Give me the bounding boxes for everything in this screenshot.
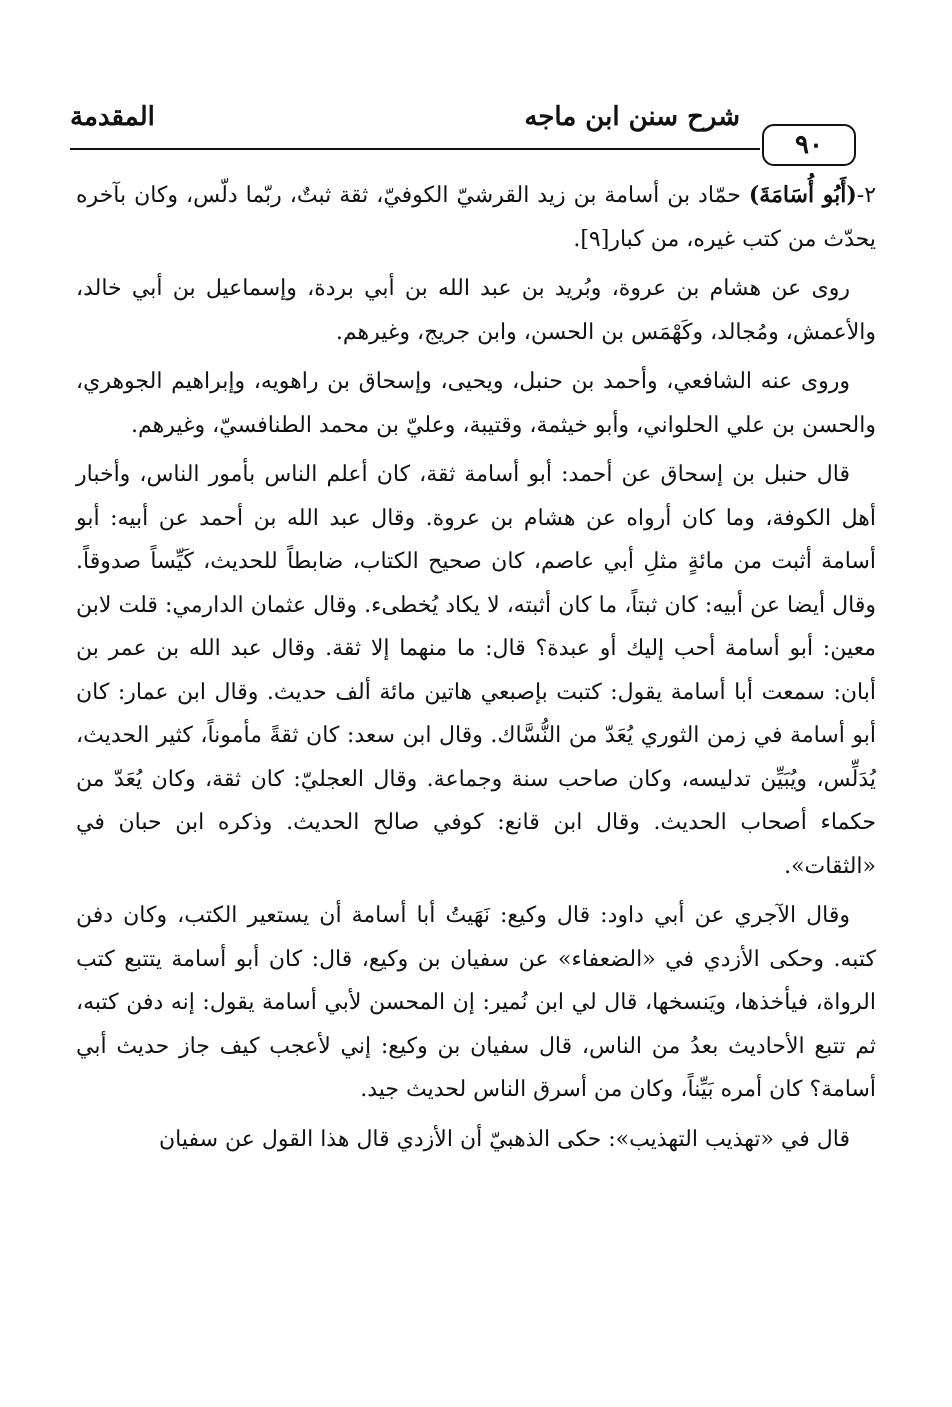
narrated-from-paragraph: روى عن هشام بن عروة، وبُريد بن عبد الله بن أبي بردة، وإسماعيل بن أبي خالد، والأعمش، ومُجالد، وكَهْمَس بن الحسن، وابن جريج، وغيرهم. [76,276,876,345]
entry-paragraph [76,174,876,261]
page-number-box [762,124,856,166]
tahdhib-paragraph: قال في «تهذيب التهذيب»: حكى الذهبيّ أن الأزدي قال هذا القول عن سفيان [158,1126,850,1152]
header-rule [70,148,760,150]
page-number: ٩٠ [795,130,823,160]
entry-text: حمّاد بن أسامة بن زيد القرشيّ الكوفيّ، ثقة ثبتٌ، ربّما دلّس، وكان بآخره يحدّث من كتب غيره، من كبار[٩]. [76,183,876,252]
scholar-opinions-paragraph: قال حنبل بن إسحاق عن أحمد: أبو أسامة ثقة، كان أعلم الناس بأمور الناس، وأخبار أهل الكوفة، وما كان أرواه عن هشام بن عروة. وقال عبد الله بن أحمد عن أبيه: أبو أسامة أثبت من مائةٍ مثلِ أبي عاصم، كان صحيح الكتاب، ضابطاً للحديث، كَيِّساً صدوقاً. وقال أيضا عن أبيه: كان ثبتاً، ما كان أثبته، لا يكاد يُخطىء. وقال عثمان الدارمي: قلت لابن معين: أبو أسامة أحب إليك أو عبدة؟ قال: ما منهما إلا ثقة. وقال عبد الله بن عمر بن أبان: سمعت أبا أسامة يقول: كتبت بإصبعي هاتين مائة ألف حديث. وقال ابن عمار: كان أبو أسامة في زمن الثوري يُعَدّ من النُّسَّاك. وقال ابن سعد: كان ثقةً مأموناً، كثير الحديث، يُدَلِّس، ويُبَيِّن تدليسه، وكان صاحب سنة وجماعة. وقال العجليّ: كان ثقة، وكان يُعَدّ من حكماء أصحاب الحديث. وقال ابن قانع: كوفي صالح الحديث. وذكره ابن حبان في «الثقات». [76,462,877,879]
narrators-paragraph: وروى عنه الشافعي، وأحمد بن حنبل، ويحيى، وإسحاق بن راهويه، وإبراهيم الجوهري، والحسن بن علي الحلواني، وأبو خيثمة، وقتيبة، وعليّ بن محمد الطنافسيّ، وغيرهم. [76,369,876,438]
page-body [76,174,876,1167]
section-title: المقدمة [70,102,155,132]
page-header [70,96,880,166]
book-title: شرح سنن ابن ماجه [524,102,740,132]
entry-name: (أَبُو أُسَامَةَ) [748,182,857,208]
criticism-paragraph: وقال الآجري عن أبي داود: قال وكيع: نَهَيتُ أبا أسامة أن يستعير الكتب، وكان دفن كتبه. وحكى الأزدي في «الضعفاء» عن سفيان بن وكيع، قال: كان أبو أسامة يتتبع كتب الرواة، فيأخذها، ويَنسخها، قال لي ابن نُمير: إن المحسن لأبي أسامة يقول: إنه دفن كتبه، ثم تتبع الأحاديث بعدُ من الناس، قال سفيان بن وكيع: إني لأعجب كيف جاز حديث أبي أسامة؟ كان أمره بَيِّناً، وكان من أسرق الناس لحديث جيد. [76,903,876,1102]
entry-number: ٢- [856,183,877,208]
